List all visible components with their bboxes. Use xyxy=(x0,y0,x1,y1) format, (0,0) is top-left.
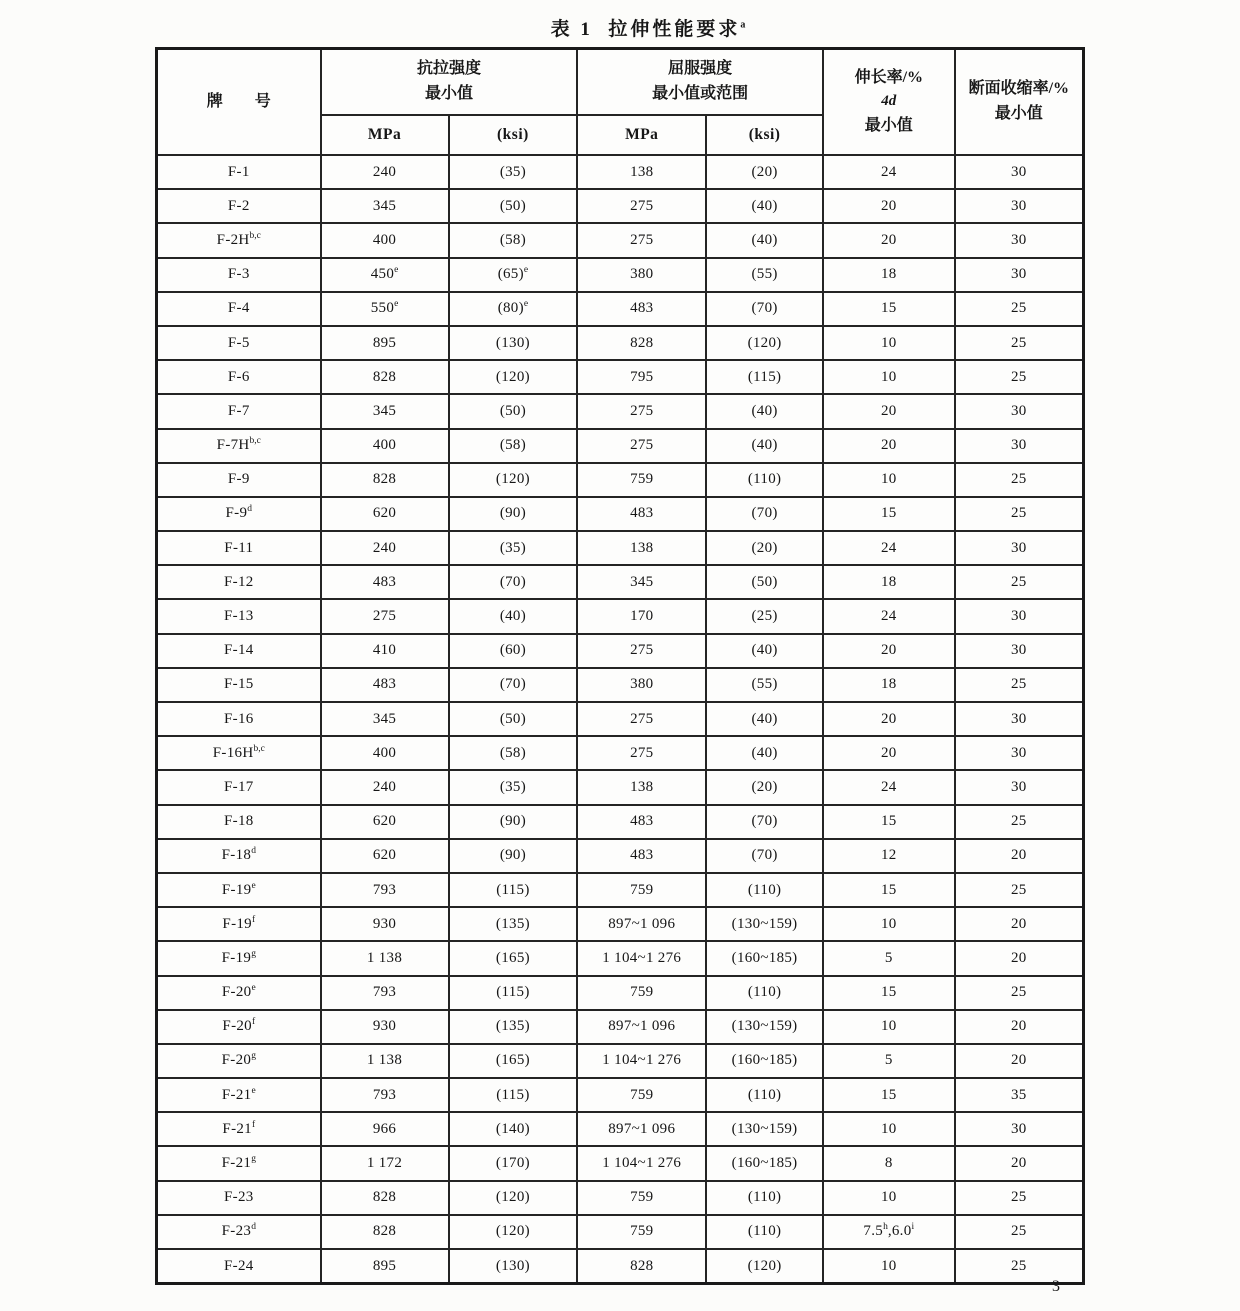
column-header-elongation: 伸长率/% 4d 最小值 xyxy=(823,49,955,156)
value-cell: 7.5$^h$,6.0$^i$ xyxy=(823,1215,955,1249)
table-row xyxy=(157,155,1084,189)
value-cell: 240 xyxy=(321,770,449,804)
grade-header-label: 牌 号 xyxy=(206,92,271,110)
value-cell: 24 xyxy=(823,531,955,565)
value-cell: (40) xyxy=(706,223,823,257)
table-row xyxy=(157,1215,1084,1249)
value-cell: 345 xyxy=(321,189,449,223)
value-cell: 5 xyxy=(823,941,955,975)
grade-cell: $F-16H^{b,c}$ xyxy=(157,736,321,770)
value-cell: 30 xyxy=(955,531,1084,565)
value-cell: (110) xyxy=(706,1078,823,1112)
value-cell: 793 xyxy=(321,976,449,1010)
value-cell: (35) xyxy=(449,770,578,804)
value-cell: (110) xyxy=(706,976,823,1010)
value-cell: 5 xyxy=(823,1044,955,1078)
value-cell: 25 xyxy=(955,805,1084,839)
value-cell: 345 xyxy=(321,394,449,428)
column-header-reduction-of-area: 断面收缩率/% 最小值 xyxy=(955,49,1084,156)
value-cell: (120) xyxy=(706,326,823,360)
grade-cell: F-19e xyxy=(157,873,321,907)
grade-cell: F-20e xyxy=(157,976,321,1010)
value-cell: 20 xyxy=(823,223,955,257)
value-cell: 25 xyxy=(955,292,1084,326)
value-cell: (55) xyxy=(706,668,823,702)
value-cell: 620 xyxy=(321,805,449,839)
value-cell: 483 xyxy=(577,497,706,531)
value-cell: 8 xyxy=(823,1146,955,1180)
grade-cell: F-20$^f$ xyxy=(157,1010,321,1044)
value-cell: 275 xyxy=(577,736,706,770)
value-cell: 18 xyxy=(823,668,955,702)
table-row xyxy=(157,189,1084,223)
table-row xyxy=(157,223,1084,257)
value-cell: 10 xyxy=(823,463,955,497)
value-cell: (110) xyxy=(706,1215,823,1249)
value-cell: 15 xyxy=(823,497,955,531)
unit-header-tensile-ksi: (ksi) xyxy=(449,115,578,155)
table-row xyxy=(157,1249,1084,1284)
grade-cell: F-23 xyxy=(157,1181,321,1215)
table-row xyxy=(157,839,1084,873)
value-cell: 897~1 096 xyxy=(577,1112,706,1146)
value-cell: 30 xyxy=(955,429,1084,463)
grade-cell: F-21$^f$ xyxy=(157,1112,321,1146)
table-row xyxy=(157,1044,1084,1078)
value-cell: (40) xyxy=(706,429,823,463)
value-cell: 25 xyxy=(955,976,1084,1010)
value-cell: 25 xyxy=(955,565,1084,599)
value-cell: 620 xyxy=(321,497,449,531)
value-cell: 25 xyxy=(955,1249,1084,1284)
table-row xyxy=(157,531,1084,565)
value-cell: 895 xyxy=(321,1249,449,1284)
value-cell: 759 xyxy=(577,873,706,907)
value-cell: (20) xyxy=(706,155,823,189)
table-row xyxy=(157,976,1084,1010)
grade-cell: F-6 xyxy=(157,360,321,394)
value-cell: (60) xyxy=(449,634,578,668)
value-cell: 20 xyxy=(955,839,1084,873)
value-cell: (130~159) xyxy=(706,907,823,941)
value-cell: 12 xyxy=(823,839,955,873)
header-group-row xyxy=(157,49,1084,116)
value-cell: (40) xyxy=(706,189,823,223)
grade-cell: F-24 xyxy=(157,1249,321,1284)
value-cell: 30 xyxy=(955,1112,1084,1146)
grade-cell: F-17 xyxy=(157,770,321,804)
value-cell: (115) xyxy=(449,1078,578,1112)
value-cell: 30 xyxy=(955,394,1084,428)
value-cell: (120) xyxy=(449,1215,578,1249)
table-row xyxy=(157,1146,1084,1180)
value-cell: (20) xyxy=(706,531,823,565)
value-cell: 15 xyxy=(823,805,955,839)
value-cell: 20 xyxy=(823,429,955,463)
value-cell: 483 xyxy=(577,805,706,839)
value-cell: 897~1 096 xyxy=(577,1010,706,1044)
value-cell: 20 xyxy=(823,189,955,223)
value-cell: 483 xyxy=(577,839,706,873)
value-cell: 10 xyxy=(823,1010,955,1044)
value-cell: 483 xyxy=(321,668,449,702)
value-cell: 759 xyxy=(577,1078,706,1112)
value-cell: 895 xyxy=(321,326,449,360)
table-row xyxy=(157,770,1084,804)
table-body xyxy=(157,155,1084,1284)
value-cell: 18 xyxy=(823,565,955,599)
value-cell: 275 xyxy=(577,394,706,428)
value-cell: (90) xyxy=(449,497,578,531)
value-cell: 30 xyxy=(955,189,1084,223)
value-cell: (120) xyxy=(449,360,578,394)
value-cell: 35 xyxy=(955,1078,1084,1112)
value-cell: (130) xyxy=(449,326,578,360)
value-cell: (130) xyxy=(449,1249,578,1284)
value-cell: (40) xyxy=(706,394,823,428)
table-row xyxy=(157,736,1084,770)
grade-cell: F-4 xyxy=(157,292,321,326)
table-row xyxy=(157,1078,1084,1112)
value-cell: 275 xyxy=(577,223,706,257)
value-cell: (70) xyxy=(706,292,823,326)
value-cell: 240 xyxy=(321,155,449,189)
tensile-requirements-table xyxy=(155,47,1085,1285)
value-cell: 20 xyxy=(823,702,955,736)
value-cell: 930 xyxy=(321,907,449,941)
value-cell: (70) xyxy=(706,497,823,531)
value-cell: 759 xyxy=(577,463,706,497)
value-cell: 15 xyxy=(823,292,955,326)
value-cell: (110) xyxy=(706,463,823,497)
value-cell: 25 xyxy=(955,873,1084,907)
value-cell: 20 xyxy=(955,1010,1084,1044)
value-cell: 795 xyxy=(577,360,706,394)
unit-header-yield-mpa: MPa xyxy=(577,115,706,155)
value-cell: 897~1 096 xyxy=(577,907,706,941)
value-cell: $(65)^e$ xyxy=(449,258,578,292)
value-cell: 10 xyxy=(823,326,955,360)
value-cell: (50) xyxy=(449,189,578,223)
value-cell: 828 xyxy=(321,360,449,394)
value-cell: 20 xyxy=(823,394,955,428)
grade-cell: F-21e xyxy=(157,1078,321,1112)
value-cell: 10 xyxy=(823,1112,955,1146)
value-cell: 25 xyxy=(955,1181,1084,1215)
grade-cell: F-18 xyxy=(157,805,321,839)
value-cell: (135) xyxy=(449,907,578,941)
value-cell: 345 xyxy=(577,565,706,599)
table-row xyxy=(157,702,1084,736)
grade-cell: F-18$^d$ xyxy=(157,839,321,873)
value-cell: 10 xyxy=(823,1249,955,1284)
value-cell: 410 xyxy=(321,634,449,668)
table-row xyxy=(157,805,1084,839)
grade-cell: F-15 xyxy=(157,668,321,702)
value-cell: 20 xyxy=(955,1146,1084,1180)
grade-cell: F-14 xyxy=(157,634,321,668)
value-cell: (130~159) xyxy=(706,1010,823,1044)
grade-cell: F-20$^g$ xyxy=(157,1044,321,1078)
value-cell: 1 138 xyxy=(321,941,449,975)
value-cell: 275 xyxy=(577,189,706,223)
value-cell: 400 xyxy=(321,429,449,463)
value-cell: 10 xyxy=(823,360,955,394)
value-cell: (55) xyxy=(706,258,823,292)
value-cell: 20 xyxy=(823,634,955,668)
tensile-requirements-table-wrap xyxy=(155,47,1085,1285)
value-cell: 1 104~1 276 xyxy=(577,1044,706,1078)
value-cell: (90) xyxy=(449,839,578,873)
value-cell: (115) xyxy=(449,873,578,907)
value-cell: (58) xyxy=(449,223,578,257)
value-cell: 18 xyxy=(823,258,955,292)
value-cell: (40) xyxy=(449,599,578,633)
unit-header-yield-ksi: (ksi) xyxy=(706,115,823,155)
value-cell: 400 xyxy=(321,223,449,257)
column-header-grade xyxy=(157,49,321,156)
value-cell: (165) xyxy=(449,941,578,975)
value-cell: 380 xyxy=(577,668,706,702)
value-cell: (110) xyxy=(706,1181,823,1215)
value-cell: 275 xyxy=(321,599,449,633)
grade-cell: F-9 xyxy=(157,463,321,497)
table-row xyxy=(157,326,1084,360)
value-cell: 483 xyxy=(321,565,449,599)
value-cell: 380 xyxy=(577,258,706,292)
table-header xyxy=(157,49,1084,156)
grade-cell: F-7 xyxy=(157,394,321,428)
table-row xyxy=(157,873,1084,907)
value-cell: 30 xyxy=(955,770,1084,804)
value-cell: 15 xyxy=(823,976,955,1010)
value-cell: 275 xyxy=(577,634,706,668)
value-cell: 30 xyxy=(955,736,1084,770)
value-cell: 30 xyxy=(955,155,1084,189)
value-cell: 138 xyxy=(577,531,706,565)
table-title: 表 1 拉伸性能要求$^a$ xyxy=(550,19,746,40)
value-cell: 450e xyxy=(321,258,449,292)
value-cell: 759 xyxy=(577,1181,706,1215)
value-cell: (120) xyxy=(706,1249,823,1284)
value-cell: 25 xyxy=(955,497,1084,531)
value-cell: 20 xyxy=(955,1044,1084,1078)
value-cell: 25 xyxy=(955,1215,1084,1249)
value-cell: (70) xyxy=(706,805,823,839)
value-cell: (115) xyxy=(449,976,578,1010)
grade-cell: F-13 xyxy=(157,599,321,633)
grade-cell: F-2 xyxy=(157,189,321,223)
table-row xyxy=(157,668,1084,702)
value-cell: 24 xyxy=(823,155,955,189)
value-cell: 1 138 xyxy=(321,1044,449,1078)
value-cell: (50) xyxy=(449,394,578,428)
value-cell: 25 xyxy=(955,463,1084,497)
value-cell: 1 104~1 276 xyxy=(577,941,706,975)
value-cell: (70) xyxy=(449,565,578,599)
table-row xyxy=(157,907,1084,941)
value-cell: 30 xyxy=(955,634,1084,668)
table-row xyxy=(157,429,1084,463)
value-cell: 828 xyxy=(321,463,449,497)
grade-cell: F-1 xyxy=(157,155,321,189)
grade-cell: $F-7H^{b,c}$ xyxy=(157,429,321,463)
value-cell: (70) xyxy=(449,668,578,702)
value-cell: 793 xyxy=(321,1078,449,1112)
value-cell: 620 xyxy=(321,839,449,873)
table-row xyxy=(157,497,1084,531)
grade-cell: F-23$^d$ xyxy=(157,1215,321,1249)
value-cell: 759 xyxy=(577,976,706,1010)
column-header-tensile-strength: 抗拉强度 最小值 xyxy=(321,49,578,116)
table-row xyxy=(157,1181,1084,1215)
value-cell: (40) xyxy=(706,736,823,770)
value-cell: 966 xyxy=(321,1112,449,1146)
value-cell: (40) xyxy=(706,634,823,668)
value-cell: 930 xyxy=(321,1010,449,1044)
grade-cell: F-19$^f$ xyxy=(157,907,321,941)
value-cell: (120) xyxy=(449,1181,578,1215)
value-cell: (170) xyxy=(449,1146,578,1180)
value-cell: (58) xyxy=(449,736,578,770)
value-cell: 20 xyxy=(823,736,955,770)
table-row xyxy=(157,394,1084,428)
value-cell: 24 xyxy=(823,770,955,804)
table-row xyxy=(157,1010,1084,1044)
value-cell: 828 xyxy=(577,326,706,360)
value-cell: 828 xyxy=(577,1249,706,1284)
value-cell: (130~159) xyxy=(706,1112,823,1146)
value-cell: 30 xyxy=(955,258,1084,292)
value-cell: 24 xyxy=(823,599,955,633)
unit-header-tensile-mpa: MPa xyxy=(321,115,449,155)
value-cell: (20) xyxy=(706,770,823,804)
value-cell: (160~185) xyxy=(706,1044,823,1078)
table-row xyxy=(157,1112,1084,1146)
grade-cell: F-19$^g$ xyxy=(157,941,321,975)
grade-cell: F-9$^d$ xyxy=(157,497,321,531)
grade-cell: F-16 xyxy=(157,702,321,736)
value-cell: (165) xyxy=(449,1044,578,1078)
value-cell: 275 xyxy=(577,702,706,736)
value-cell: (160~185) xyxy=(706,1146,823,1180)
value-cell: (160~185) xyxy=(706,941,823,975)
value-cell: 400 xyxy=(321,736,449,770)
value-cell: (110) xyxy=(706,873,823,907)
value-cell: 30 xyxy=(955,599,1084,633)
value-cell: (50) xyxy=(449,702,578,736)
value-cell: 759 xyxy=(577,1215,706,1249)
value-cell: 15 xyxy=(823,1078,955,1112)
table-row xyxy=(157,360,1084,394)
value-cell: 30 xyxy=(955,223,1084,257)
value-cell: (58) xyxy=(449,429,578,463)
value-cell: 20 xyxy=(955,907,1084,941)
grade-cell: F-5 xyxy=(157,326,321,360)
value-cell: 30 xyxy=(955,702,1084,736)
value-cell: 20 xyxy=(955,941,1084,975)
value-cell: (35) xyxy=(449,155,578,189)
value-cell: 550e xyxy=(321,292,449,326)
value-cell: 138 xyxy=(577,155,706,189)
table-row xyxy=(157,258,1084,292)
value-cell: 25 xyxy=(955,326,1084,360)
value-cell: (35) xyxy=(449,531,578,565)
value-cell: (70) xyxy=(706,839,823,873)
table-row xyxy=(157,292,1084,326)
table-row xyxy=(157,565,1084,599)
value-cell: 483 xyxy=(577,292,706,326)
value-cell: 828 xyxy=(321,1215,449,1249)
value-cell: 275 xyxy=(577,429,706,463)
grade-cell: F-21$^g$ xyxy=(157,1146,321,1180)
value-cell: (90) xyxy=(449,805,578,839)
grade-cell: $F-2H^{b,c}$ xyxy=(157,223,321,257)
value-cell: 10 xyxy=(823,1181,955,1215)
grade-cell: F-11 xyxy=(157,531,321,565)
table-row xyxy=(157,634,1084,668)
grade-cell: F-3 xyxy=(157,258,321,292)
value-cell: 15 xyxy=(823,873,955,907)
value-cell: 793 xyxy=(321,873,449,907)
table-row xyxy=(157,463,1084,497)
value-cell: (120) xyxy=(449,463,578,497)
value-cell: (50) xyxy=(706,565,823,599)
value-cell: 1 172 xyxy=(321,1146,449,1180)
value-cell: 138 xyxy=(577,770,706,804)
value-cell: $(80)^e$ xyxy=(449,292,578,326)
value-cell: 345 xyxy=(321,702,449,736)
column-header-yield-strength: 屈服强度 最小值或范围 xyxy=(577,49,823,116)
value-cell: 10 xyxy=(823,907,955,941)
table-row xyxy=(157,941,1084,975)
value-cell: 25 xyxy=(955,668,1084,702)
value-cell: (140) xyxy=(449,1112,578,1146)
value-cell: (40) xyxy=(706,702,823,736)
page-number: 3 xyxy=(1052,1278,1060,1295)
table-row xyxy=(157,599,1084,633)
value-cell: 828 xyxy=(321,1181,449,1215)
value-cell: (135) xyxy=(449,1010,578,1044)
value-cell: (25) xyxy=(706,599,823,633)
value-cell: 25 xyxy=(955,360,1084,394)
grade-cell: F-12 xyxy=(157,565,321,599)
value-cell: 240 xyxy=(321,531,449,565)
value-cell: 1 104~1 276 xyxy=(577,1146,706,1180)
value-cell: 170 xyxy=(577,599,706,633)
value-cell: (115) xyxy=(706,360,823,394)
